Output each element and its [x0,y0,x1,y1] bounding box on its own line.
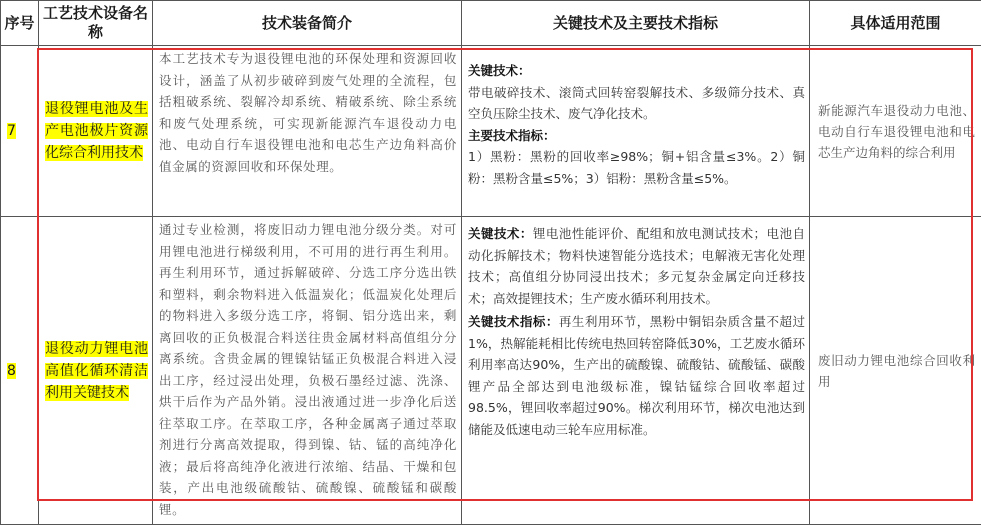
row-key-cell [462,46,810,217]
row-name-cell [39,46,153,217]
row-intro: 通过专业检测，将废旧动力锂电池分级分类。对可用锂电池进行梯级利用，不可用的进行再生利用。再生利用环节，通过拆解破碎、分选工序分选出铁和塑料，剩余物料进入低温炭化；低温炭化处理后的物料进入多级分选工序，将铜、铝分选出来，剩离回收的正负极混合料送往贵金属材料高值组分分离系统。含贵金属的锂镍钴锰正负极混合料进入浸出工序，经过浸出处理，负极石墨经过滤、洗涤、烘干后作为产品外销。浸出液通过进一步净化后送往萃取工序。在萃取工序，各种金属离子通过萃取剂进行分离高效提取，得到镍、钴、锰的高纯净化液；最后将高纯净化液进行浓缩、结晶、干燥和包装，产出电池级硫酸钴、硫酸镍、硫酸锰和碳酸锂。 [153,217,462,525]
header-intro: 技术装备简介 [153,1,462,46]
row-name-cell [39,217,153,525]
header-key: 关键技术及主要技术指标 [462,1,810,46]
key-tech-label: 关键技术： [468,226,533,241]
key-index-text: 再生利用环节，黑粉中铜铝杂质含量不超过1%，热解能耗相比传统电热回转窑降低30%，工艺废水循环利用率高达90%，生产出的硫酸镍、硫酸钴、硫酸锰、碳酸锂产品全部达到电池级标准，镍钴锰综合回收率超过98.5%，锂回收率超过90%。梯次利用环节，梯次电池达到储能及低速电动三轮车应用标准。 [468,314,805,437]
row-seq: 8 [7,363,16,379]
row-intro: 本工艺技术专为退役锂电池的环保处理和资源回收设计，涵盖了从初步破碎到废气处理的全流程，包括粗破系统、裂解冷却系统、精破系统、除尘系统和废气处理系统，可实现新能源汽车退役动力电池、电动自行车退役锂电池和电芯生产边角料高价值金属的资源回收和环保处理。 [153,46,462,217]
header-name: 工艺技术设备名称 [39,1,153,46]
row-scope: 新能源汽车退役动力电池、电动自行车退役锂电池和电芯生产边角料的综合利用 [810,46,981,217]
key-index-text: 1）黑粉：黑粉的回收率≥98%；铜+铝含量≤3%。2）铜粉：黑粉含量≤5%；3）铝粉：黑粉含量≤5%。 [468,146,805,189]
header-scope: 具体适用范围 [810,1,981,46]
table-row [1,217,981,525]
row-name: 退役动力锂电池高值化循环清洁利用关键技术 [45,341,148,401]
row-key-cell [462,217,810,525]
row-seq: 7 [7,123,16,139]
row-name: 退役锂电池及生产电池极片资源化综合利用技术 [45,101,148,161]
table-row [1,46,981,217]
table-header-row [1,1,981,46]
row-scope: 废旧动力锂电池综合回收利用 [810,217,981,525]
key-tech-text: 锂电池性能评价、配组和放电测试技术；电池自动化拆解技术；物料快速智能分选技术；电解液无害化处理技术；高值组分协同浸出技术；多元复杂金属定向迁移技术；高效提锂技术；生产废水循环利用技术。 [468,226,805,306]
key-index-label: 关键技术指标： [468,314,559,329]
row-seq-cell [1,46,39,217]
row-seq-cell [1,217,39,525]
header-seq: 序号 [1,1,39,46]
key-index-label: 主要技术指标： [468,128,556,143]
key-tech-label: 关键技术： [468,63,531,78]
key-tech-text: 带电破碎技术、滚筒式回转窑裂解技术、多级筛分技术、真空负压除尘技术、废气净化技术。 [468,82,805,125]
